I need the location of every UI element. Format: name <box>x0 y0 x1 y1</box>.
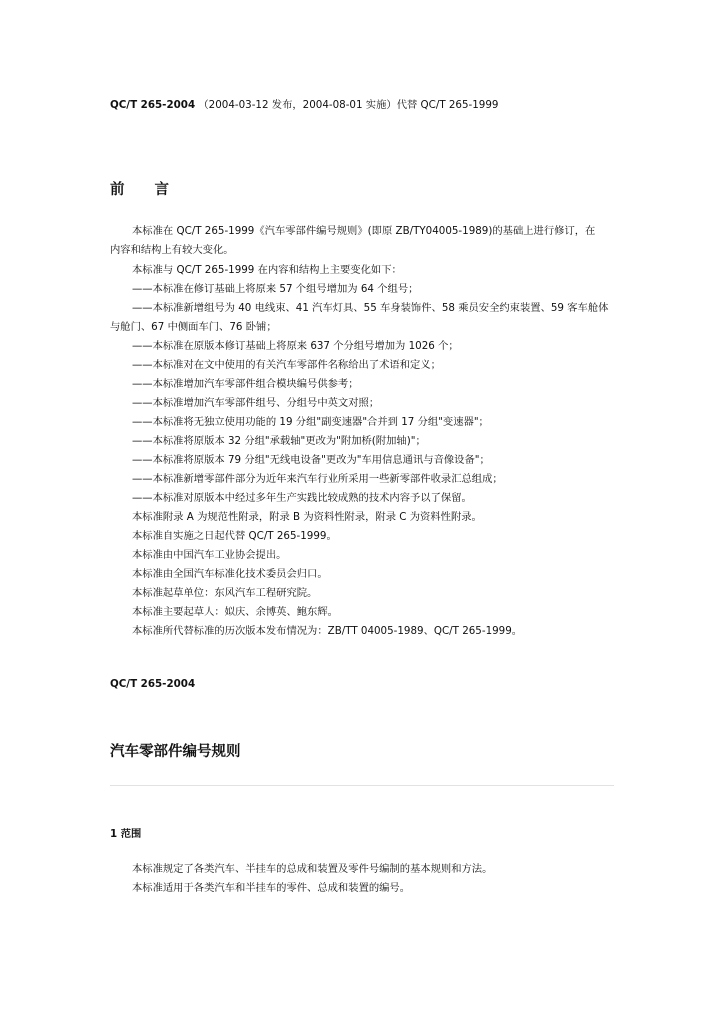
foreword-paragraph: 本标准由全国汽车标准化技术委员会归口。 <box>132 568 328 580</box>
foreword-list-item: ——本标准在原版本修订基础上将原来 637 个分组号增加为 1026 个； <box>132 340 459 352</box>
section-heading: 1 范围 <box>110 828 142 840</box>
foreword-list-item: 与舱门、67 中侧面车门、76 卧铺； <box>110 321 277 333</box>
foreword-list-item: ——本标准增加汽车零部件组号、分组号中英文对照； <box>132 397 380 409</box>
foreword-list-item: ——本标准对原版本中经过多年生产实践比较成熟的技术内容予以了保留。 <box>132 492 472 504</box>
foreword-paragraph: 本标准主要起草人：姒庆、余博英、鲍东辉。 <box>132 606 338 618</box>
standard-id: QC/T 265-2004 <box>110 678 196 690</box>
foreword-list-item: ——本标准将原版本 79 分组"无线电设备"更改为"车用信息通讯与音像设备"； <box>132 454 490 466</box>
title-divider <box>110 785 614 786</box>
foreword-list-item: ——本标准新增零部件部分为近年来汽车行业所采用一些新零部件收录汇总组成； <box>132 473 503 485</box>
header-details: （2004-03-12 发布，2004-08-01 实施）代替 QC/T 265-1999 <box>195 99 499 111</box>
foreword-list-item: ——本标准在修订基础上将原来 57 个组号增加为 64 个组号； <box>132 283 419 295</box>
foreword-list-item: ——本标准增加汽车零部件组合模块编号供参考； <box>132 378 359 390</box>
foreword-paragraph: 本标准起草单位：东风汽车工程研究院。 <box>132 587 318 599</box>
section-paragraph: 本标准适用于各类汽车和半挂车的零件、总成和装置的编号。 <box>132 882 411 894</box>
foreword-paragraph: 本标准自实施之日起代替 QC/T 265-1999。 <box>132 530 337 542</box>
foreword-list-item: ——本标准新增组号为 40 电线束、41 汽车灯具、55 车身装饰件、58 乘员安全约束装置、59 客车舱体 <box>132 302 609 314</box>
foreword-list-item: ——本标准将原版本 32 分组"承载轴"更改为"附加桥(附加轴)"； <box>132 435 426 447</box>
foreword-paragraph: 本标准所代替标准的历次版本发布情况为：ZB/TT 04005-1989、QC/T 265-1999。 <box>132 625 523 637</box>
foreword-paragraph: 本标准由中国汽车工业协会提出。 <box>132 549 287 561</box>
foreword-list-item: ——本标准将无独立使用功能的 19 分组"副变速器"合并到 17 分组"变速器"； <box>132 416 489 428</box>
foreword-list-item: ——本标准对在文中使用的有关汽车零部件名称给出了术语和定义； <box>132 359 441 371</box>
foreword-paragraph: 本标准与 QC/T 265-1999 在内容和结构上主要变化如下： <box>132 264 402 276</box>
document-title: 汽车零部件编号规则 <box>110 744 241 760</box>
foreword-heading: 前言 <box>110 182 199 198</box>
foreword-paragraph: 内容和结构上有较大变化。 <box>110 244 234 256</box>
header-code: QC/T 265-2004 <box>110 99 196 111</box>
section-paragraph: 本标准规定了各类汽车、半挂车的总成和装置及零件号编制的基本规则和方法。 <box>132 863 493 875</box>
foreword-paragraph: 本标准在 QC/T 265-1999《汽车零部件编号规则》(即原 ZB/TY04005-1989)的基础上进行修订，在 <box>132 225 596 237</box>
standard-header-line <box>110 98 498 112</box>
foreword-paragraph: 本标准附录 A 为规范性附录，附录 B 为资料性附录，附录 C 为资料性附录。 <box>132 511 482 523</box>
